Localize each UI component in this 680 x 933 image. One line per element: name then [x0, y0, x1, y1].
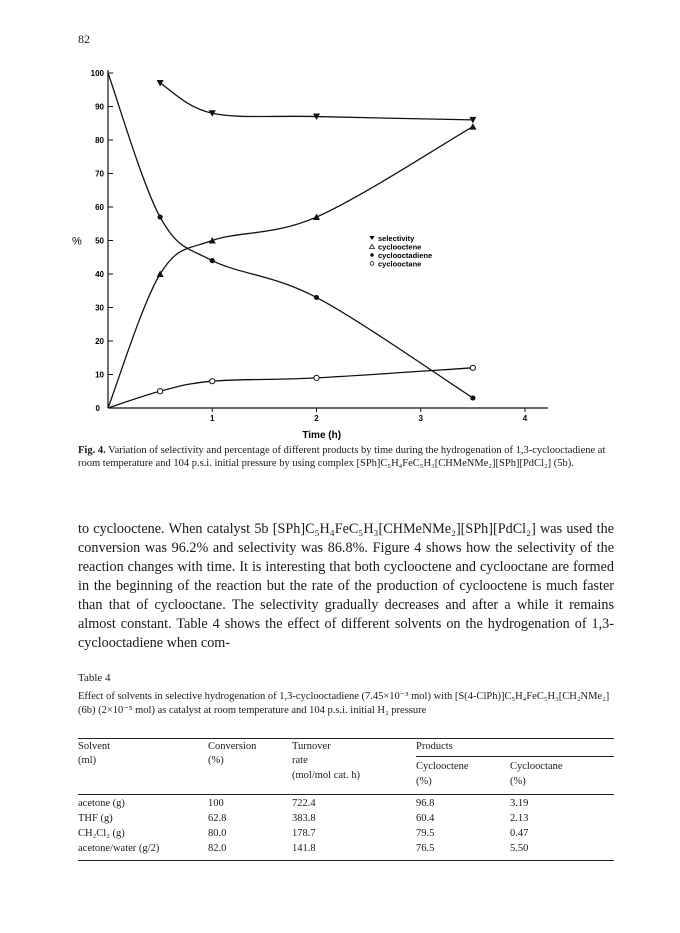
x-tick-label: 3	[418, 414, 423, 423]
table-caption: Effect of solvents in selective hydrogenation of 1,3-cyclooctadiene (7.45×10⁻³ mol) with [S(4-ClPh)]C₅H₄FeC₅H₃[CH₂NMe₂] (6b) (2×10⁻⁵ mol) as catalyst at room temperature and 104 p.s.i. initial H₂ pressure	[78, 691, 610, 716]
series-line-cyclooctane	[108, 368, 473, 408]
y-tick-label: 70	[95, 169, 104, 179]
legend-marker	[370, 253, 374, 257]
table-rule-products	[416, 756, 614, 757]
origin-label: 0	[95, 404, 100, 413]
table-cell: 5.50	[510, 843, 529, 854]
data-point-cyclooctadiene	[210, 258, 215, 263]
data-point-cyclooctene	[313, 214, 320, 221]
header-turnover-sub: rate	[292, 755, 308, 766]
table-cell: CH₂Cl₂ (g)	[78, 828, 125, 839]
legend-marker	[370, 236, 375, 240]
header-turnover: Turnover	[292, 741, 331, 752]
page-number: 82	[78, 32, 90, 46]
figure-caption	[78, 444, 614, 470]
caption-text: Variation of selectivity and percentage of different products by time during the hydrogenation of 1,3-cyclooctadiene at room temperature and 104 p.s.i. initial pressure by using complex [SPh]C₅H₄FeC₅H₃[CHMeNMe₂][SPh][PdCl₂] (5b).	[78, 445, 606, 469]
series-line-cyclooctadiene	[108, 73, 473, 398]
x-tick-label: 2	[314, 414, 319, 423]
table-cell: 383.8	[292, 813, 316, 824]
table-rule-header	[78, 794, 614, 795]
legend-marker	[370, 262, 374, 266]
table-cell: 82.0	[208, 843, 227, 854]
data-point-cyclooctadiene	[470, 395, 475, 400]
header-conversion-unit: (%)	[208, 755, 224, 766]
header-solvent: Solvent	[78, 741, 111, 752]
y-tick-label: 90	[95, 102, 104, 112]
y-tick-label: 10	[95, 370, 104, 380]
y-tick-label: 50	[95, 236, 104, 246]
header-cyclooctene-unit: (%)	[416, 776, 432, 787]
header-products: Products	[416, 741, 453, 752]
y-axis-label: %	[72, 235, 82, 248]
table-cell: 141.8	[292, 843, 316, 854]
figure-4-chart	[0, 0, 680, 440]
table-cell: 76.5	[416, 843, 435, 854]
y-tick-label: 20	[95, 337, 104, 346]
y-tick-label: 40	[95, 270, 104, 279]
table-cell: 96.8	[416, 798, 435, 809]
legend-label: cyclooctane	[378, 259, 422, 269]
table-cell: 178.7	[292, 828, 316, 839]
table-rule-bottom	[78, 860, 614, 861]
header-cyclooctane-unit: (%)	[510, 776, 526, 787]
legend-label: cyclooctene	[378, 242, 422, 252]
table-cell: 722.4	[292, 798, 316, 809]
data-point-cyclooctane	[158, 389, 163, 394]
table-cell: THF (g)	[78, 813, 113, 824]
y-tick-label: 80	[95, 136, 104, 145]
table-cell: 3.19	[510, 798, 529, 809]
y-tick-label: 100	[90, 69, 104, 78]
x-axis-label: Time (h)	[302, 430, 342, 440]
body-paragraph: to cyclooctene. When catalyst 5b [SPh]C₅H₄FeC₅H₃[CHMeNMe₂][SPh][PdCl₂] was used the conversion was 96.2% and selectivity was 86.8%. Figure 4 shows how the selectivity of the reaction changes with time. It is interesting that both cyclooctene and cyclooctane are formed in the beginning of the reaction but the rate of the production of cyclooctene is much faster than that of cyclooctane. The selectivity gradually decreases and after a while it remains almost constant. Table 4 shows the effect of different solvents on the hydrogenation of 1,3-cyclooctadiene when com-	[78, 521, 614, 651]
header-cyclooctene: Cyclooctene	[416, 761, 469, 772]
table-cell: 2.13	[510, 813, 529, 824]
y-tick-label: 60	[95, 203, 104, 212]
data-point-cyclooctene	[469, 123, 476, 130]
legend-marker	[370, 245, 375, 249]
table-cell: acetone (g)	[78, 798, 125, 809]
x-tick-label: 4	[522, 414, 528, 423]
header-conversion: Conversion	[208, 741, 257, 752]
data-point-cyclooctene	[157, 271, 164, 278]
header-cyclooctane: Cyclooctane	[510, 761, 563, 772]
x-tick-label: 1	[210, 414, 215, 423]
table-cell: 100	[208, 798, 224, 809]
table-cell: acetone/water (g/2)	[78, 843, 160, 854]
table-cell: 79.5	[416, 828, 435, 839]
table-cell: 0.47	[510, 828, 529, 839]
caption-label: Fig. 4.	[78, 445, 106, 456]
header-turnover-unit: (mol/mol cat. h)	[292, 770, 360, 781]
data-point-cyclooctane	[314, 375, 319, 380]
table-cell: 80.0	[208, 828, 227, 839]
table-cell: 62.8	[208, 813, 227, 824]
legend-label: cyclooctadiene	[378, 251, 433, 260]
data-point-cyclooctane	[470, 365, 475, 370]
data-point-cyclooctadiene	[314, 295, 319, 300]
data-point-cyclooctane	[210, 379, 215, 384]
table-title: Table 4	[78, 672, 111, 684]
data-point-cyclooctadiene	[158, 214, 163, 219]
y-tick-label: 30	[95, 303, 104, 313]
table-cell: 60.4	[416, 813, 435, 824]
legend-label: selectivity	[378, 234, 415, 243]
table-rule-top	[78, 738, 614, 739]
header-solvent-unit: (ml)	[78, 755, 97, 766]
data-point-selectivity	[157, 80, 164, 87]
